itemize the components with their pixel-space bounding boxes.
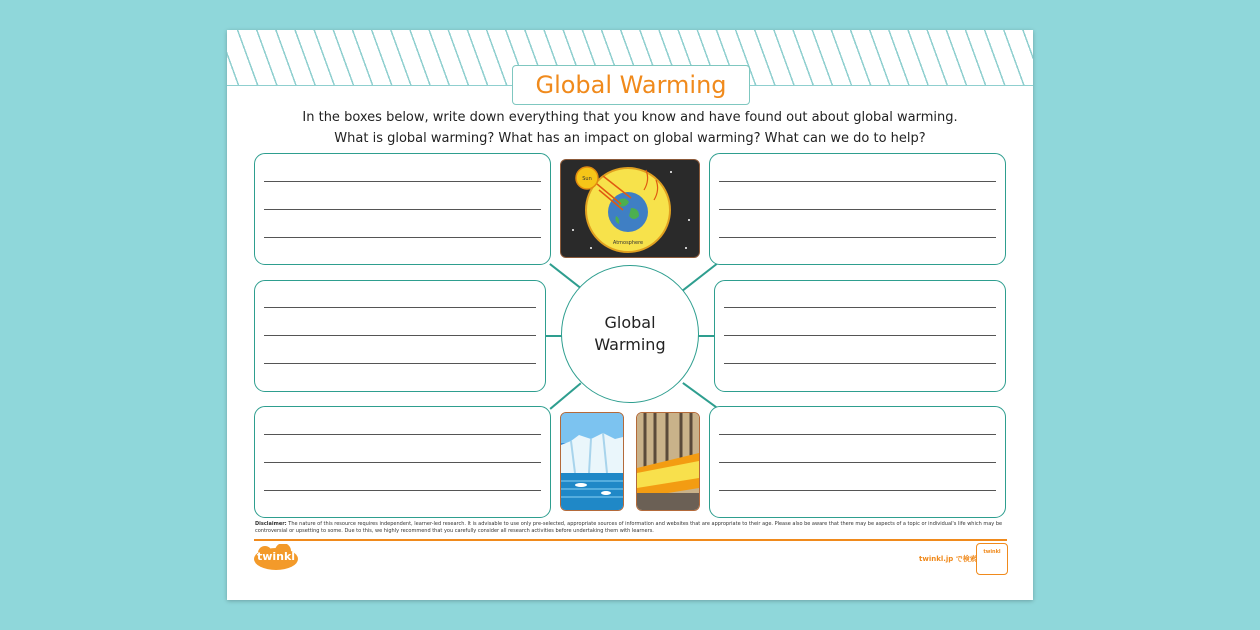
writing-box-top-left[interactable] xyxy=(254,153,551,265)
center-label-line-2: Warming xyxy=(594,335,666,354)
badge-text: twinkl xyxy=(983,549,1001,555)
writing-box-bottom-left[interactable] xyxy=(254,406,551,518)
connector-middle-left xyxy=(546,335,562,337)
atmosphere-label: Atmosphere xyxy=(612,240,644,246)
search-url: twinkl.jp で検索 xyxy=(919,555,977,563)
connector-bottom-right xyxy=(683,382,719,409)
logo-text: twinkl xyxy=(256,550,296,563)
forest-fire-image xyxy=(636,412,700,511)
footer-rule xyxy=(254,539,1007,541)
twinkl-logo xyxy=(253,544,299,572)
instruction-line-1: In the boxes below, write down everything that you know and have found out about global warming. xyxy=(302,110,958,125)
greenhouse-effect-image xyxy=(560,159,700,258)
writing-box-bottom-right[interactable] xyxy=(709,406,1006,518)
iceberg-image xyxy=(560,412,624,511)
worksheet xyxy=(227,30,1033,600)
quality-badge xyxy=(976,543,1008,575)
center-label-line-1: Global xyxy=(604,313,656,332)
writing-box-middle-right[interactable] xyxy=(714,280,1006,392)
connector-bottom-left xyxy=(550,382,582,409)
instruction-line-2: What is global warming? What has an impact on global warming? What can we do to help? xyxy=(334,131,926,146)
center-topic-circle xyxy=(561,265,699,403)
disclaimer xyxy=(255,521,1010,534)
connector-top-right xyxy=(682,262,719,292)
connector-middle-right xyxy=(697,335,714,337)
page-title: Global Warming xyxy=(512,65,750,105)
writing-box-top-right[interactable] xyxy=(709,153,1006,265)
disclaimer-heading: Disclaimer: xyxy=(255,521,287,527)
sun-label: Sun xyxy=(582,176,592,182)
writing-box-middle-left[interactable] xyxy=(254,280,546,392)
disclaimer-text: The nature of this resource requires independent, learner-led research. It is advisable to use only pre-selected, appropriate sources of information and websites that are appropriate to their age. Please also be aware that there may be aspects of a topic or individual's life which may be controversial or upsetting to some. Due to this, we highly recommend that you carefully consider all research activities before undertaking them with learners. xyxy=(255,521,1003,534)
